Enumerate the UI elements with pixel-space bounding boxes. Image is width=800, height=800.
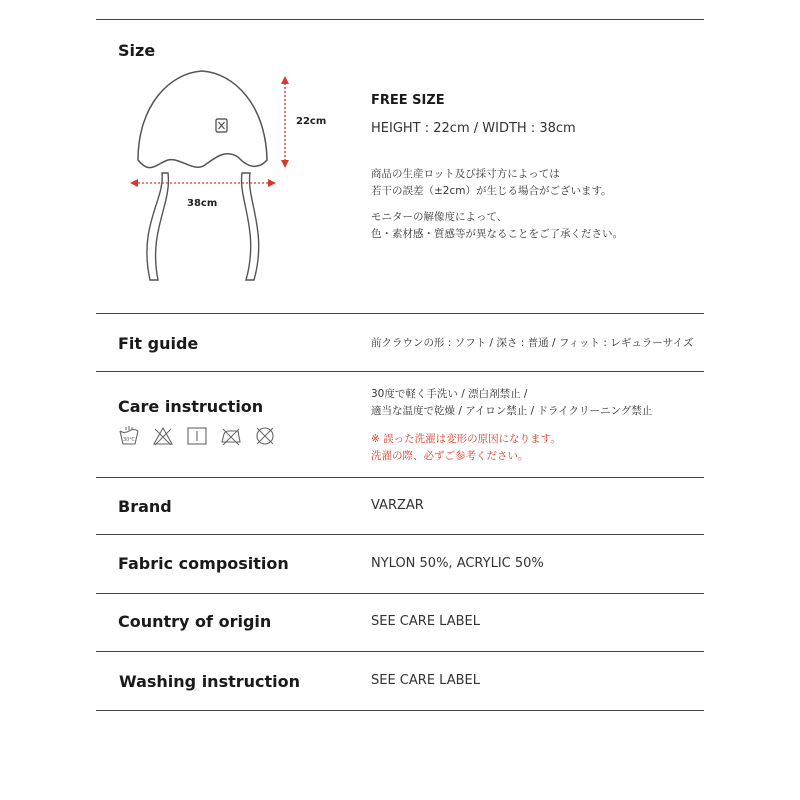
size-note-line-4: 色・素材感・質感等が異なることをご了承ください。 (371, 228, 623, 240)
divider (96, 651, 704, 652)
hat-string-left (147, 173, 169, 280)
hat-diagram (110, 65, 330, 285)
divider (96, 534, 704, 535)
washing-instruction-value: SEE CARE LABEL (371, 673, 480, 688)
size-label: Size (118, 41, 156, 60)
width-dimension-label: 38cm (187, 198, 218, 209)
width-dimension-arrow (130, 179, 276, 187)
care-warning-line-2: 洗濯の際、必ずご参考ください。 (371, 450, 529, 462)
care-line-2: 適当な温度で乾燥 / アイロン禁止 / ドライクリーニング禁止 (371, 405, 653, 417)
size-title: FREE SIZE (371, 93, 445, 108)
size-note-line-3: モニターの解像度によって、 (371, 211, 508, 223)
divider (96, 593, 704, 594)
care-line-1: 30度で軽く手洗い / 漂白剤禁止 / (371, 388, 528, 400)
hand-wash-30-icon (118, 426, 140, 446)
care-warning-line-1: ※ 誤った洗濯は変形の原因になります。 (371, 433, 561, 445)
no-dry-clean-icon (254, 426, 276, 446)
line-dry-icon (186, 426, 208, 446)
fabric-composition-label: Fabric composition (118, 554, 289, 573)
divider (96, 313, 704, 314)
washing-instruction-label: Washing instruction (119, 672, 301, 691)
hat-string-right (242, 173, 259, 280)
fabric-composition-value: NYLON 50%, ACRYLIC 50% (371, 556, 544, 571)
size-note-line-2: 若干の誤差（±2cm）が生じる場合がございます。 (371, 185, 612, 197)
country-of-origin-label: Country of origin (118, 612, 272, 631)
country-of-origin-value: SEE CARE LABEL (371, 614, 480, 629)
divider (96, 477, 704, 478)
care-icons (118, 426, 276, 446)
no-iron-icon (220, 426, 242, 446)
no-bleach-icon (152, 426, 174, 446)
hat-body (138, 71, 267, 168)
divider (96, 371, 704, 372)
logo-tag-icon (216, 119, 227, 132)
fit-guide-value: 前クラウンの形 : ソフト / 深さ : 普通 / フィット : レギュラーサイズ (371, 337, 694, 349)
svg-text:30℃: 30℃ (123, 437, 135, 443)
care-instruction-label: Care instruction (118, 397, 264, 416)
brand-value: VARZAR (371, 498, 424, 513)
fit-guide-label: Fit guide (118, 334, 199, 353)
divider-top (96, 19, 704, 20)
size-note-line-1: 商品の生産ロット及び採寸方によっては (371, 168, 560, 180)
height-dimension-arrow (281, 76, 289, 168)
brand-label: Brand (118, 497, 172, 516)
divider-bottom (96, 710, 704, 711)
height-dimension-label: 22cm (296, 116, 327, 127)
size-measure: HEIGHT : 22cm / WIDTH : 38cm (371, 121, 576, 136)
